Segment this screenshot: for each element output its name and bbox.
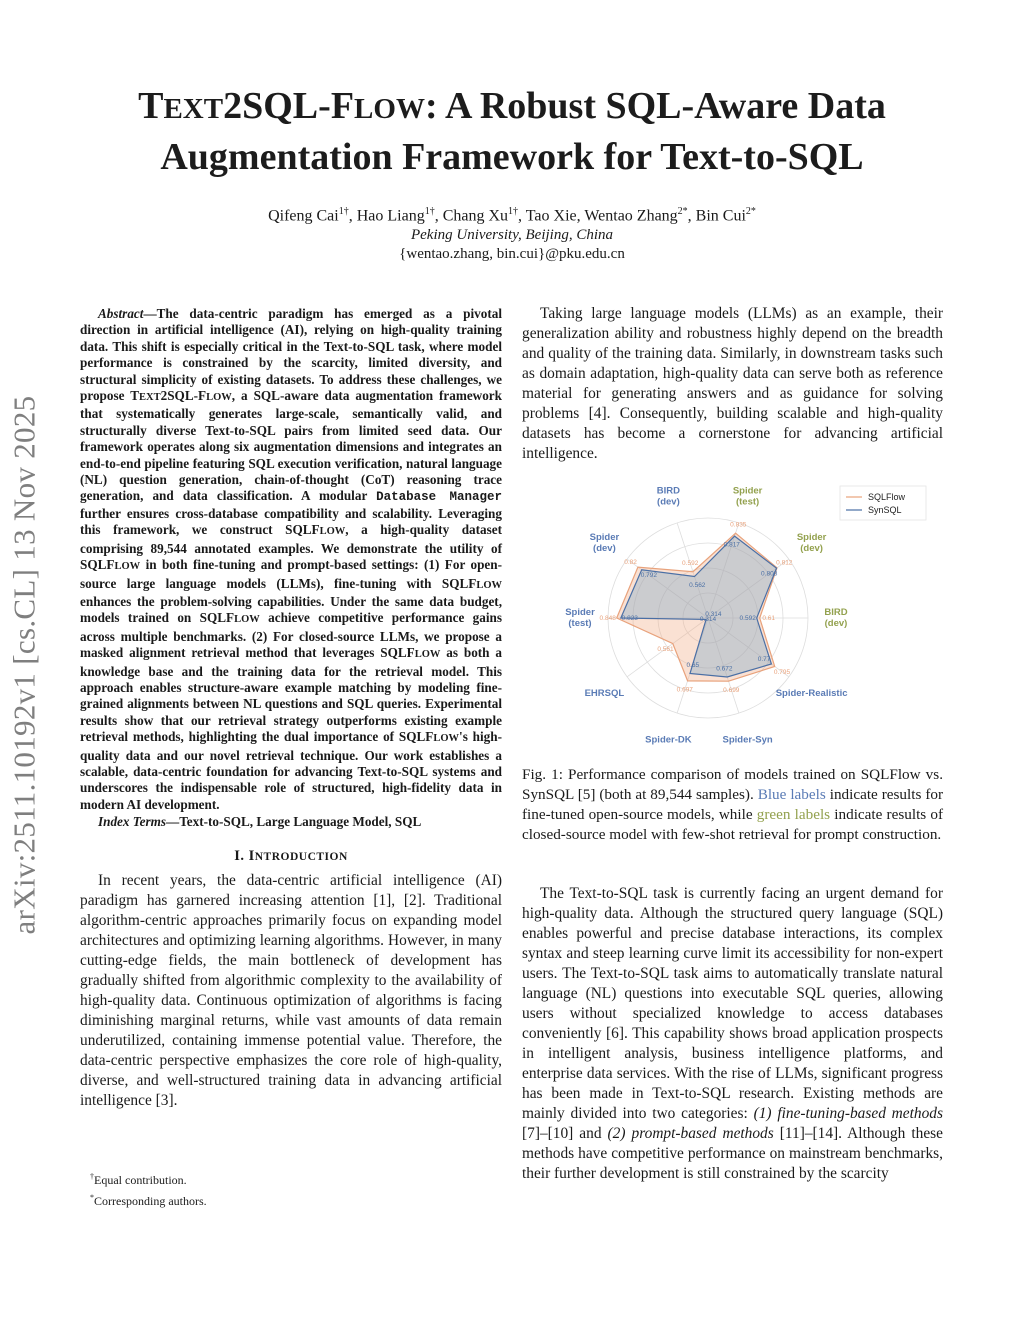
data-label-sqlflow-4: 0.699 — [723, 686, 740, 694]
section-number: I. — [234, 847, 245, 864]
right-paragraph-2-emph-1: (1) fine-tuning-based methods — [753, 1105, 943, 1122]
data-label-synsql-7: 0.823 — [621, 615, 638, 622]
paper-title — [60, 82, 964, 181]
contact-email: {wentao.zhang, bin.cui}@pku.edu.cn — [399, 246, 625, 262]
right-paragraph-2-text-2: [7]–[10] and — [522, 1125, 602, 1142]
arxiv-identifier — [6, 372, 42, 958]
data-label-synsql-4: 0.672 — [716, 665, 733, 673]
data-label-synsql-5: 0.65 — [686, 661, 700, 669]
title-name-smallcaps: TEXT2SQL-FLOW — [138, 85, 425, 127]
abstract: Abstract—The data-centric paradigm has emerged as a pivotal direction in artificial intelligence (AI), relying on high-quality training data. This shift is especially critical in the Text-to-SQL task, where model performance is constrained by the scarcity, limited diversity, and structural simplicity of existing datasets. To address these challenges, we propose TEXT2SQL-FLOW, a SQL-aware data augmentation framework that systematically generates large-scale, semantically valid, and structurally diverse Text-to-SQL pairs from limited seed data. Our framework operates along six augmentation dimensions and integrates an end-to-end pipeline featuring SQL execution verification, natural language (NL) question generation, chain-of-thought (CoT) reasoning trace generation, and data classification. A modular Database Manager further ensures cross-database compatibility and scalability. Leveraging this framework, we construct SQLFLOW, a high-quality dataset comprising 89,544 annotated examples. We demonstrate the utility of SQLFLOW in both fine-tuning and prompt-based settings: (1) For open-source large language models (LLMs), fine-tuning with SQLFLOW enhances the problem-solving capabilities. Under the same data budget, models trained on SQLFLOW achieve competitive performance gains across multiple benchmarks. (2) For closed-source LLMs, we propose a masked alignment retrieval method that leverages SQLFLOW as both a knowledge base and the training data for the retrieval model. This approach enables structure-aware example matching by modeling fine-grained alignments between NL questions and SQL queries. Experimental results show that our retrieval strategy outperforms existing example retrieval methods, highlighting the dual importance of SQLFLOW's high-quality data and our novel retrieval technique. Our work establishes a scalable, data-centric foundation for advancing Text-to-SQL systems and underscores the indispensable role of structured, high-fidelity data in modern AI development. — [80, 306, 503, 812]
right-column-top — [522, 304, 943, 464]
axis-label-4: Spider-Syn — [722, 734, 773, 746]
data-label-sqlflow-5: 0.697 — [676, 686, 693, 694]
footnote-corr-text: Corresponding authors. — [94, 1194, 207, 1208]
axis-label-3: Spider-Realistic — [775, 688, 848, 700]
footnote-equal-text: Equal contribution. — [94, 1173, 187, 1187]
axis-label-5: Spider-DK — [645, 734, 692, 746]
right-paragraph-2-emph-2: (2) prompt-based methods — [607, 1125, 774, 1142]
axis-label-2: BIRD (dev) — [824, 607, 848, 629]
intro-paragraph-left: In recent years, the data-centric artificial intelligence (AI) paradigm has garnered increasing attention [1], [2]. Traditional algorithm-centric approaches primarily focus on expanding model architectures and optimizing learning algorithms. However, in many cutting-edge fields, the main bottleneck of development has gradually shifted from algorithmic complexity to the availability of high-quality data. Continuous optimization of algorithms is facing diminishing marginal returns, while vast amounts of data remain underutilized, containing immense potential value. Therefore, the data-centric perspective emphasizes the core role of high-quality, diverse, and well-structured training data in advancing artificial intelligence [3]. — [80, 871, 502, 1109]
data-label-sqlflow-3: 0.795 — [773, 668, 791, 676]
caption-text-2: indicate results for fine-tuned open-source models, while — [522, 786, 944, 823]
data-label-synsql-2: 0.592 — [739, 615, 756, 622]
right-paragraph-2-text-3: [11]–[14]. Although these methods have competitive performance on mainstream benchmarks, their further development is still constrained by the scarcity — [522, 1125, 943, 1182]
footnotes — [80, 1168, 502, 1210]
index-terms: Index Terms—Text-to-SQL, Large Language Model, SQL — [98, 814, 422, 830]
footnote-mark-star: * — [90, 1193, 94, 1202]
caption-blue-labels: Blue labels — [757, 786, 826, 803]
footnote-mark-dagger: † — [90, 1172, 94, 1181]
data-label-synsql-9: 0.562 — [689, 582, 706, 589]
axis-label-6: EHRSQL — [584, 688, 625, 700]
caption-green-labels: green labels — [756, 806, 831, 823]
section-heading-introduction — [80, 848, 502, 865]
data-label-sqlflow-1: 0.812 — [776, 559, 793, 567]
data-label-synsql-3: 0.77 — [757, 655, 771, 663]
affiliation: Peking University, Beijing, China — [410, 227, 614, 243]
left-column — [80, 306, 502, 1111]
author-list: Qifeng Cai$^{1\dagger}$, Hao Liang$^{1\dagger}$, Chang $Xu^{1\dagger}$, Tao Xie, Wentao Zhang$^{2*}$, Bin Cui$^{2*}$ — [268, 206, 756, 225]
axis-label-8: Spider (dev) — [589, 531, 620, 554]
title-line-2: Augmentation Framework for Text-to-SQL — [160, 136, 864, 178]
data-label-sqlflow-7: 0.848 — [599, 615, 616, 622]
center-value-label: 0.314 — [699, 616, 717, 623]
data-label-synsql-8: 0.792 — [640, 572, 658, 580]
index-terms-lead: Index Terms — [98, 814, 167, 830]
abstract-text: The data-centric paradigm has emerged as a pivotal direction in artificial intelligence (AI), relying on high-quality training data. This shift is especially critical in the Text-to-SQL task, where model performance is constrained by the scarcity, limited diversity, and structural simplicity of existing datasets. To address these challenges, we propose TEXT2SQL-FLOW, a SQL-aware data augmentation framework that systematically generates large-scale, semantically valid, and structurally diverse Text-to-SQL pairs from limited seed data. Our framework operates along six augmentation dimensions and integrates an end-to-end pipeline featuring SQL execution verification, natural language (NL) question generation, chain-of-thought (CoT) reasoning trace generation, and data classification. A modular Database Manager further ensures cross-database compatibility and scalability. Leveraging this framework, we construct SQLFLOW, a high-quality dataset comprising 89,544 annotated examples. We demonstrate the utility of SQLFLOW in both fine-tuning and prompt-based settings: (1) For open-source large language models (LLMs), fine-tuning with SQLFLOW enhances the problem-solving capabilities. Under the same data budget, models trained on SQLFLOW achieve competitive performance gains across multiple benchmarks. (2) For closed-source LLMs, we propose a masked alignment retrieval method that leverages SQLFLOW as both a knowledge base and the training data for the retrieval model. This approach enables structure-aware example matching by modeling fine-grained alignments between NL questions and SQL queries. Experimental results show that our retrieval strategy outperforms existing example retrieval methods, highlighting the dual importance of SQLFLOW's high-quality data and our novel retrieval technique. Our work establishes a scalable, data-centric foundation for advancing Text-to-SQL systems and underscores the indispensable role of structured, high-fidelity data in modern AI development. — [80, 306, 503, 812]
radar-chart-figure — [540, 478, 940, 763]
axis-label-0: Spider (test) — [732, 485, 763, 508]
index-terms-text: Text-to-SQL, Large Language Model, SQL — [179, 814, 422, 830]
data-label-sqlflow-6: 0.561 — [657, 645, 674, 653]
axis-label-7: Spider (test) — [565, 607, 595, 629]
data-label-sqlflow-2: 0.61 — [762, 615, 776, 622]
legend-label-sqlflow: SQLFlow — [868, 492, 906, 502]
footnote-corresponding — [80, 1189, 502, 1210]
legend-label-synsql: SynSQL — [868, 505, 902, 515]
data-label-synsql-6: 0.314 — [705, 611, 722, 619]
abstract-lead: Abstract — [98, 306, 144, 321]
axis-label-9: BIRD (dev) — [656, 485, 681, 508]
data-label-sqlflow-0: 0.835 — [730, 521, 747, 529]
title-line-1: TEXT2SQL-FLOW: A Robust SQL-Aware Data — [138, 85, 886, 127]
figure-caption — [522, 765, 943, 845]
axis-label-1: Spider (dev) — [796, 531, 827, 554]
data-label-synsql-0: 0.817 — [723, 541, 740, 549]
right-paragraph-1: Taking large language models (LLMs) as an example, their generalization ability and robustness highly depend on the breadth and quality of the training data. Similarly, in downstream tasks such as domain adaptation, high-quality data can serve both as reference material for generating answers and as guidance for solving problems [4]. Consequently, building scalable and high-quality datasets has become a cornerstone for advancing artificial intelligence. — [522, 305, 943, 462]
right-paragraph-2-text-1: The Text-to-SQL task is currently facing an urgent demand for high-quality data. Although the structured query language (SQL) enables powerful and precise database interactions, its complex syntax and steep learning curve limit its accessibility for non-expert users. The Text-to-SQL task aims to automatically translate natural language (NL) questions into executable SQL queries, allowing users without specialized knowledge to access databases conveniently [6]. This capability shows broad application prospects in intelligent analysis, business intelligence platforms, and enterprise data services. With the rise of LLMs, significant progress has been made in Text-to-SQL research. Existing methods are mainly divided into two categories: — [522, 885, 943, 1122]
data-label-sqlflow-8: 0.82 — [624, 558, 637, 566]
right-column-bottom — [522, 884, 943, 1184]
footnote-equal — [80, 1168, 502, 1189]
right-paragraph-2 — [522, 884, 943, 1184]
arxiv-identifier-text: arXiv:2511.10192v1 [cs.CL] 13 Nov 2025 — [6, 395, 42, 935]
data-label-synsql-1: 0.808 — [761, 570, 778, 578]
data-label-sqlflow-9: 0.592 — [682, 560, 699, 568]
caption-text-3: indicate results of closed-source model with few-shot retrieval for prompt construction. — [522, 806, 944, 843]
radar-chart — [540, 478, 940, 763]
series-area-synsql — [621, 536, 777, 677]
caption-text-1: Fig. 1: Performance comparison of models trained on SQLFlow vs. SynSQL [5] (both at 89,544 samples). — [522, 766, 943, 803]
section-title: INTRODUCTION — [248, 847, 348, 864]
